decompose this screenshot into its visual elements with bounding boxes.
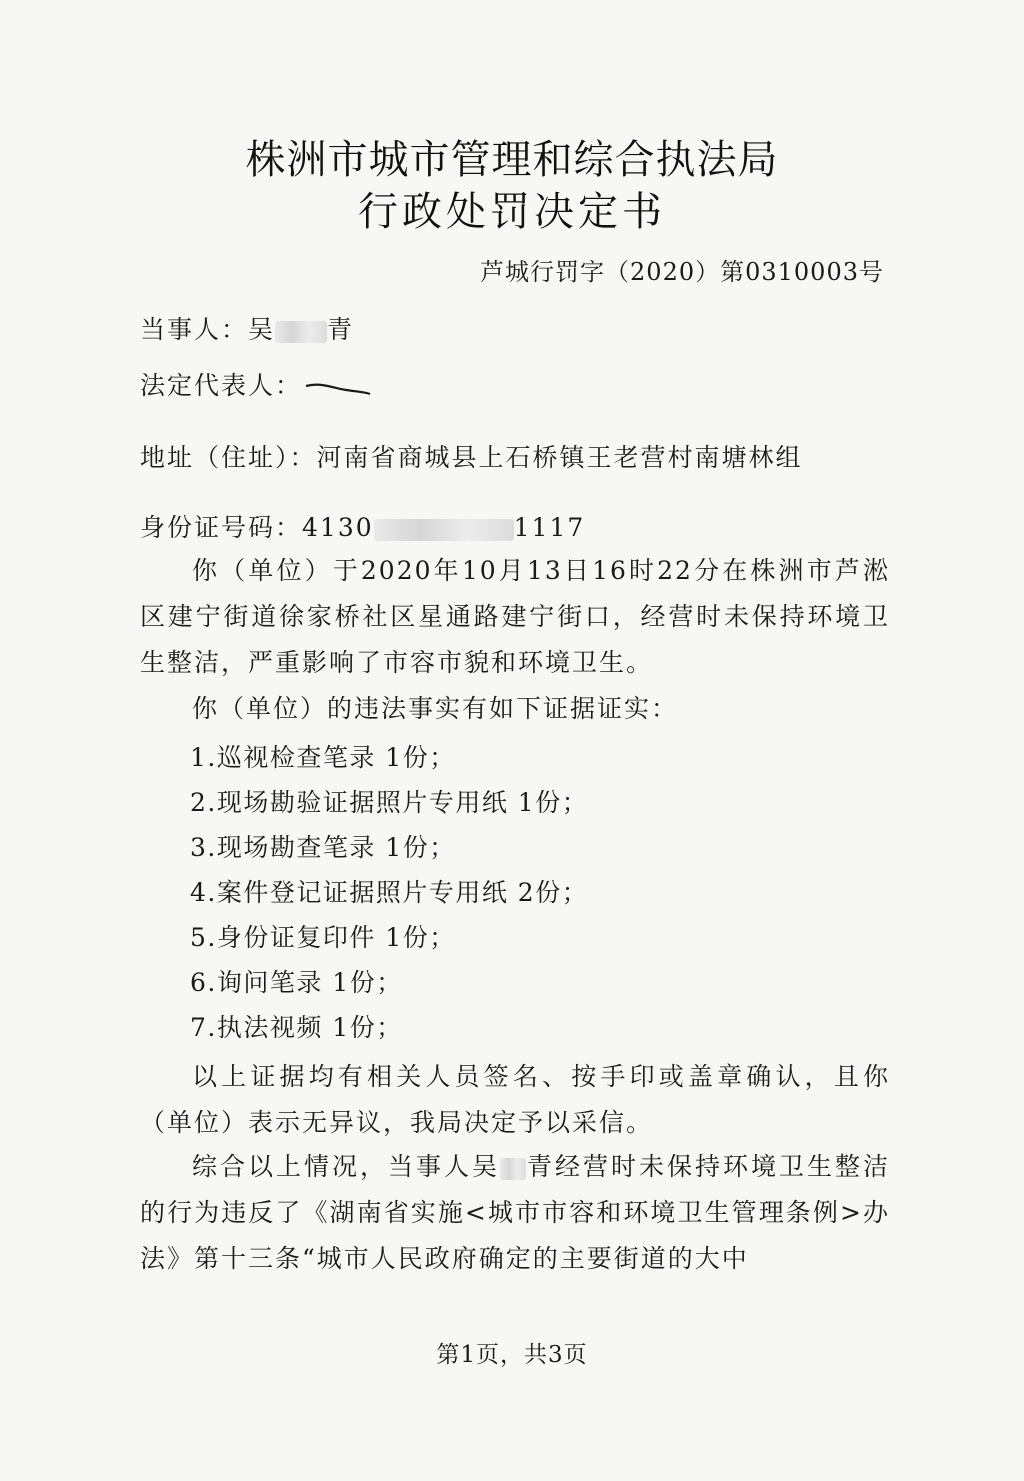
evidence-intro: 你（单位）的违法事实有如下证据证实： xyxy=(192,694,679,723)
party-name-prefix: 吴 xyxy=(248,315,276,344)
redaction-blur xyxy=(374,519,514,541)
id-suffix: 1117 xyxy=(513,513,586,542)
evidence-item: 1.巡视检查笔录 1份； xyxy=(190,743,456,772)
document-title-type: 行政处罚决定书 xyxy=(358,189,666,235)
evidence-item: 3.现场勘查笔录 1份； xyxy=(190,833,456,862)
party-name-line xyxy=(140,310,354,346)
document-number: 芦城行罚字（2020）第0310003号 xyxy=(480,258,884,286)
legal-basis xyxy=(140,1144,890,1282)
redaction-blur xyxy=(275,321,327,343)
legal-basis-start: 综合以上情况，当事人吴 xyxy=(192,1152,500,1181)
address-line xyxy=(140,438,803,474)
evidence-item: 6.询问笔录 1份； xyxy=(190,968,403,997)
party-name-suffix: 青 xyxy=(327,315,355,344)
redaction-blur xyxy=(500,1158,526,1180)
evidence-acceptance: 以上证据均有相关人员签名、按手印或盖章确认，且你（单位）表示无异议，我局决定予以采信。 xyxy=(140,1062,890,1137)
dash-mark-icon xyxy=(302,378,372,398)
legal-basis-rest: 青经营时未保持环境卫生整洁的行为违反了《湖南省实施<城市市容和环境卫生管理条例>办法》第十三条“城市人民政府确定的主要街道的大中 xyxy=(140,1152,890,1273)
id-prefix: 4130 xyxy=(302,513,374,542)
evidence-item: 7.执法视频 1份； xyxy=(190,1013,403,1042)
party-name-label: 当事人： xyxy=(140,315,249,344)
legal-rep-label: 法定代表人： xyxy=(140,371,303,400)
document-title-agency: 株洲市城市管理和综合执法局 xyxy=(245,137,779,183)
violation-description: 你（单位）于2020年10月13日16时22分在株洲市芦淞区建宁街道徐家桥社区星通路建宁街口，经营时未保持环境卫生整洁，严重影响了市容市貌和环境卫生。 xyxy=(140,556,890,677)
evidence-item: 4.案件登记证据照片专用纸 2份； xyxy=(190,878,589,907)
id-label: 身份证号码： xyxy=(140,513,303,542)
page-number: 第1页，共3页 xyxy=(436,1342,588,1368)
evidence-item: 5.身份证复印件 1份； xyxy=(190,923,456,952)
id-number-line xyxy=(140,508,585,544)
address-value: 河南省商城县上石桥镇王老营村南塘林组 xyxy=(316,443,803,472)
evidence-item: 2.现场勘验证据照片专用纸 1份； xyxy=(190,788,589,817)
address-label: 地址（住址）： xyxy=(140,443,317,472)
legal-rep-line xyxy=(140,366,372,402)
